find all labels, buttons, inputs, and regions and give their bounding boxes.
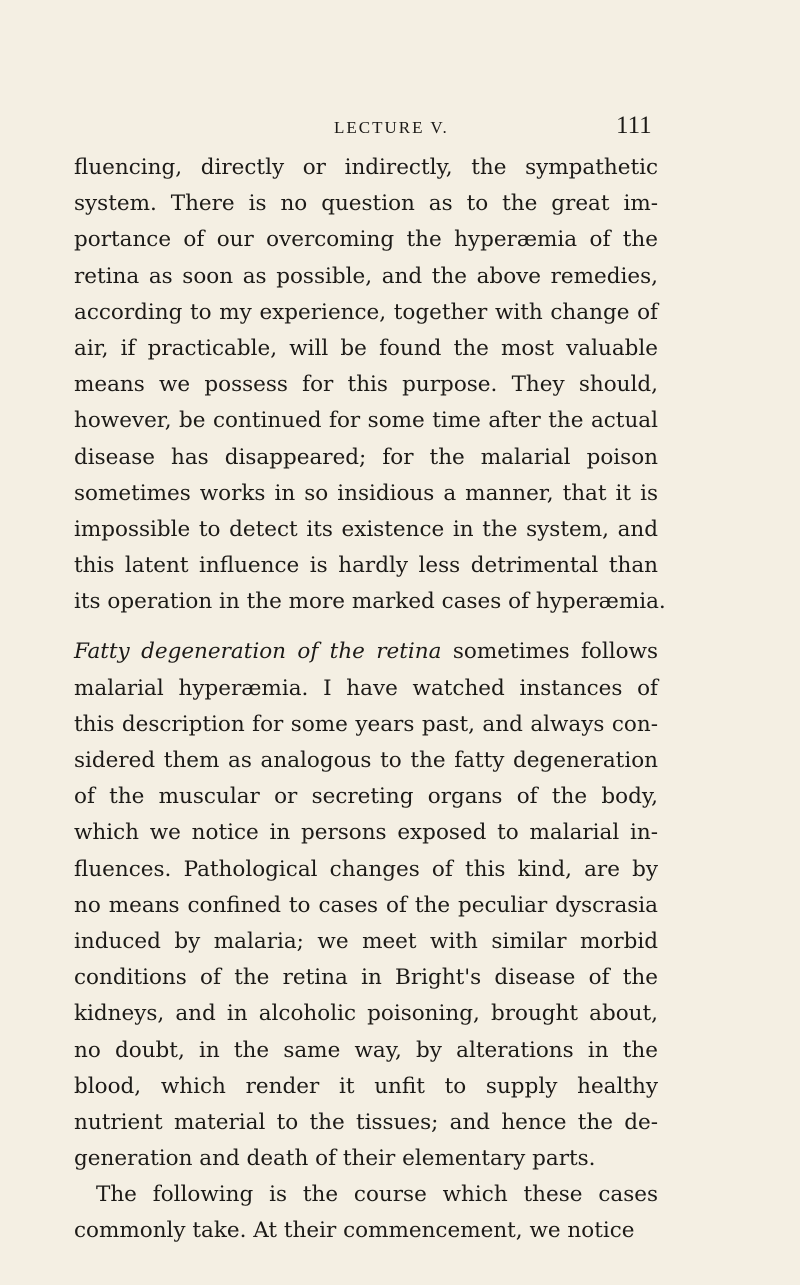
text-line: this description for some years past, and always con- [74,711,658,737]
paragraph-1 [74,150,666,620]
paragraph-gap [74,620,658,634]
text-line [74,634,658,670]
page-header [0,112,800,144]
body-text [74,150,666,1250]
text-line: no means confined to cases of the peculiar dyscrasia [74,892,658,918]
text-line: malarial hyperæmia. I have watched instances of [74,675,658,701]
text-line: according to my experience, together with change of [74,299,658,325]
text-line: induced by malaria; we meet with similar morbid [74,928,658,954]
text-line: its operation in the more marked cases of hyperæmia. [74,589,666,615]
text-line: disease has disappeared; for the malarial poison [74,444,658,470]
text-line: fluences. Pathological changes of this kind, are by [74,856,658,882]
text-line: kidneys, and in alcoholic poisoning, brought about, [74,1001,658,1027]
paragraph-3 [74,1177,658,1249]
text-line: which we notice in persons exposed to malarial in- [74,820,658,846]
text-line: nutrient material to the tissues; and hence the de- [74,1109,658,1135]
text-line: this latent influence is hardly less detrimental than [74,553,658,579]
text-line: conditions of the retina in Bright's disease of the [74,965,658,991]
text-line: commonly take. At their commencement, we notice [74,1218,635,1244]
text-line: system. There is no question as to the great im- [74,191,658,217]
text-line: blood, which render it unfit to supply healthy [74,1073,658,1099]
text-line: impossible to detect its existence in the system, and [74,516,658,542]
italic-heading: Fatty degeneration of the retina [74,639,442,665]
text-line: portance of our overcoming the hyperæmia of the [74,227,658,253]
text-line: retina as soon as possible, and the above remedies, [74,263,658,289]
text-line: air, if practicable, will be found the most valuable [74,335,658,361]
lead-rest: sometimes follows [441,639,659,665]
paragraph-2 [74,634,658,1177]
text-line: generation and death of their elementary parts. [74,1146,596,1172]
text-line: of the muscular or secreting organs of the body, [74,784,658,810]
text-line: The following is the course which these cases [96,1182,658,1208]
page-number: 111 [616,112,652,139]
text-line: no doubt, in the same way, by alterations in the [74,1037,658,1063]
text-line: sidered them as analogous to the fatty degeneration [74,748,658,773]
text-line: fluencing, directly or indirectly, the sympathetic [74,155,658,180]
running-head: LECTURE V. [334,118,449,137]
text-line: however, be continued for some time after the actual [74,408,658,434]
text-line: means we possess for this purpose. They should, [74,372,658,398]
text-line: sometimes works in so insidious a manner, that it is [74,480,658,506]
